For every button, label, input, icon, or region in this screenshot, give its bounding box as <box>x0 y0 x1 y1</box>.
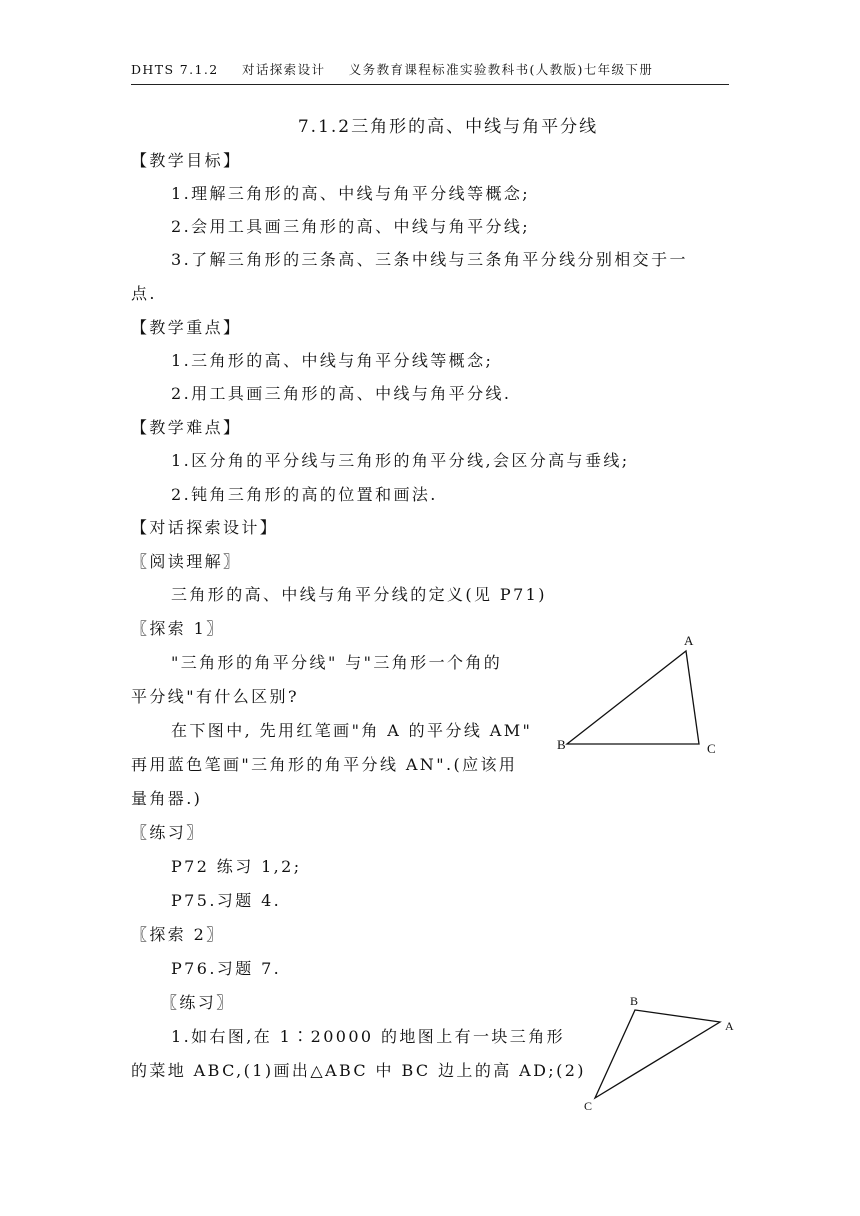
page-title: 7.1.2三角形的高、中线与角平分线 <box>297 117 599 137</box>
vertex-label-b: B <box>630 994 639 1008</box>
explore2-text: P76.习题 7. <box>171 959 282 978</box>
key-point-item: 2.用工具画三角形的高、中线与角平分线. <box>171 384 512 403</box>
objectives-heading: 【教学目标】 <box>131 151 242 170</box>
explore1-line: 在下图中, 先用红笔画"角 A 的平分线 AM" <box>171 721 533 740</box>
explore2-heading: 〖探索 2〗 <box>131 925 225 944</box>
practice-heading: 〖练习〗 <box>131 823 205 842</box>
difficulties-heading: 【教学难点】 <box>131 418 242 437</box>
key-points-heading: 【教学重点】 <box>131 318 242 337</box>
objective-item: 3.了解三角形的三条高、三条中线与三条角平分线分别相交于一 <box>171 250 688 269</box>
practice2-line: 的菜地 ABC,(1)画出△ABC 中 BC 边上的高 AD;(2) <box>131 1061 586 1080</box>
objective-item-cont: 点. <box>131 284 157 303</box>
vertex-label-a: A <box>684 633 694 648</box>
page-header <box>131 60 729 85</box>
practice2-heading: 〖练习〗 <box>161 993 235 1012</box>
difficulty-item: 2.钝角三角形的高的位置和画法. <box>171 485 438 504</box>
explore1-line: 量角器.) <box>131 789 203 808</box>
vertex-label-c: C <box>707 741 716 756</box>
header-code: DHTS 7.1.2 <box>131 62 219 77</box>
objective-item: 2.会用工具画三角形的高、中线与角平分线; <box>171 217 531 236</box>
objective-item: 1.理解三角形的高、中线与角平分线等概念; <box>171 184 531 203</box>
triangle-abc-2 <box>595 1010 720 1098</box>
key-point-item: 1.三角形的高、中线与角平分线等概念; <box>171 351 494 370</box>
triangle-figure-2 <box>578 990 748 1120</box>
vertex-label-c: C <box>584 1099 593 1113</box>
difficulty-item: 1.区分角的平分线与三角形的角平分线,会区分高与垂线; <box>171 451 630 470</box>
vertex-label-b: B <box>557 737 566 752</box>
reading-heading: 〖阅读理解〗 <box>131 552 242 571</box>
triangle-abc-1 <box>567 651 699 744</box>
explore1-line: 平分线"有什么区别? <box>131 687 299 706</box>
header-book: 义务教育课程标准实验教科书(人教版)七年级下册 <box>348 62 654 77</box>
vertex-label-a: A <box>725 1019 734 1033</box>
explore1-line: "三角形的角平分线" 与"三角形一个角的 <box>171 653 503 672</box>
practice-item: P75.习题 4. <box>171 891 282 910</box>
practice-item: P72 练习 1,2; <box>171 857 302 876</box>
triangle-figure-1 <box>550 625 730 760</box>
design-heading: 【对话探索设计】 <box>131 518 279 537</box>
explore1-line: 再用蓝色笔画"三角形的角平分线 AN".(应该用 <box>131 755 518 774</box>
header-section: 对话探索设计 <box>241 62 326 77</box>
reading-text: 三角形的高、中线与角平分线的定义(见 P71) <box>171 585 547 604</box>
practice2-line: 1.如右图,在 1∶20000 的地图上有一块三角形 <box>171 1027 566 1046</box>
explore1-heading: 〖探索 1〗 <box>131 619 225 638</box>
